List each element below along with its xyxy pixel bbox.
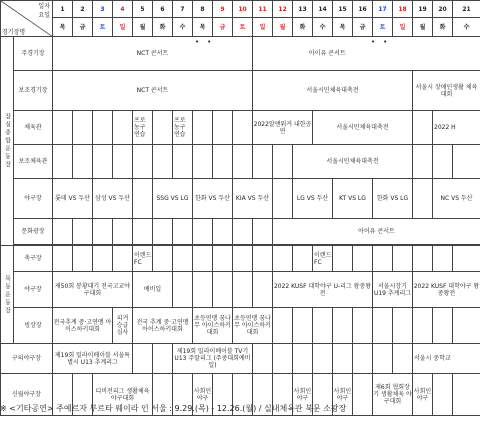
ice-empty-12 — [273, 308, 293, 344]
corner-venue-label: 경기장명 — [2, 29, 26, 36]
ice-empty-14 — [313, 308, 333, 344]
auxgym-empty-10 — [233, 145, 253, 179]
group-jamsil: 잠실종합운동장 — [1, 37, 14, 246]
weekday-17: 토 — [373, 18, 393, 37]
bb-empty-5 — [133, 179, 153, 219]
mkbb-empty-8 — [193, 272, 213, 308]
weekday-12: 월 — [273, 18, 293, 37]
weekday-7: 수 — [173, 18, 193, 37]
soc-empty-18 — [393, 246, 413, 272]
event-main-nct-dots: •• — [195, 38, 220, 46]
event-bb-9: NC VS 두산 — [433, 179, 480, 219]
weekday-15: 목 — [333, 18, 353, 37]
bb-empty-12 — [273, 179, 293, 219]
cul-empty-11 — [253, 219, 273, 245]
auxgym-empty-21 — [453, 145, 480, 179]
row-mk-baseball — [1, 272, 480, 308]
guui-empty-15 — [333, 344, 353, 374]
event-guui-3: 서울시 중학교 — [413, 344, 480, 374]
soc-empty-17 — [373, 246, 393, 272]
gym-empty-2 — [73, 111, 93, 145]
day-20: 20 — [433, 1, 453, 18]
event-gym-pro2: 프로 농구 연습 — [173, 111, 193, 145]
row-ice-rink — [1, 308, 480, 344]
event-bb-3: SSG VS LG — [153, 179, 193, 219]
weekday-11: 일 — [253, 18, 273, 37]
event-bb-1: 롯데 VS 두산 — [53, 179, 93, 219]
weekday-2: 금 — [73, 18, 93, 37]
row-soccer — [1, 246, 480, 272]
group-mokdong: 목동운동장 — [1, 246, 14, 344]
auxgym-empty-8 — [193, 145, 213, 179]
guui-empty-18 — [393, 344, 413, 374]
guui-empty-5 — [133, 344, 153, 374]
gym-empty-6 — [153, 111, 173, 145]
weekday-19: 월 — [413, 18, 433, 37]
event-bb-7: KT VS LG — [333, 179, 373, 219]
event-aux-nct: NCT 콘서트 — [53, 71, 253, 111]
row-guui — [1, 344, 480, 374]
weekday-6: 화 — [153, 18, 173, 37]
guui-empty-13 — [293, 344, 313, 374]
event-main-nct-label: NCT 콘서트 — [136, 50, 169, 57]
venue-aux-stadium: 보조경기장 — [14, 71, 53, 111]
header-day-row — [1, 1, 480, 18]
weekday-13: 화 — [293, 18, 313, 37]
event-gym-pro1: 프로 농구 연습 — [133, 111, 153, 145]
event-ice-3: 전국 추계 중·고연맹 아이스하키대회 — [133, 308, 193, 344]
day-19: 19 — [413, 1, 433, 18]
soc-empty-11 — [253, 246, 273, 272]
venue-guui: 구의야구장 — [1, 344, 53, 374]
ice-empty-19 — [413, 308, 433, 344]
auxgym-empty-11 — [253, 145, 273, 179]
header-weekday-row — [1, 18, 480, 37]
corner-date-label: 일자 — [38, 3, 50, 10]
cul-empty-2 — [73, 219, 93, 245]
mkbb-empty-7 — [173, 272, 193, 308]
weekday-5: 월 — [133, 18, 153, 37]
weekday-18: 일 — [393, 18, 413, 37]
day-9: 9 — [213, 1, 233, 18]
guui-empty-14 — [313, 344, 333, 374]
day-2: 2 — [73, 1, 93, 18]
soc-empty-8 — [193, 246, 213, 272]
ice-empty-20 — [433, 308, 453, 344]
ice-empty-21 — [453, 308, 480, 344]
guui-empty-11 — [253, 344, 273, 374]
event-soccer-fc1: 이랜드 FC — [133, 246, 153, 272]
soc-empty-16 — [353, 246, 373, 272]
event-soccer-fc2: 이랜드 FC — [313, 246, 333, 272]
event-sinwol-3: 사회인 야구 — [293, 374, 313, 416]
mkbb-empty-10 — [233, 272, 253, 308]
weekday-16: 금 — [353, 18, 373, 37]
day-3: 3 — [93, 1, 113, 18]
auxgym-empty-6 — [153, 145, 173, 179]
soc-empty-10 — [233, 246, 253, 272]
venue-baseball: 야구장 — [14, 179, 53, 219]
event-bb-6: LG VS 두산 — [293, 179, 333, 219]
gym-empty-8 — [193, 111, 213, 145]
cul-empty-7 — [173, 219, 193, 245]
soc-empty-4 — [113, 246, 133, 272]
day-12: 12 — [273, 1, 293, 18]
weekday-4: 일 — [113, 18, 133, 37]
guui-empty-17 — [373, 344, 393, 374]
event-ice-1: 전국추계 중·고연맹 아이스하키대회 — [53, 308, 113, 344]
event-mkbb-4: 서울시장기 U19 추계리그 — [373, 272, 413, 308]
day-17: 17 — [373, 1, 393, 18]
auxgym-empty-20 — [433, 145, 453, 179]
soc-empty-21 — [453, 246, 480, 272]
row-aux-gym — [1, 145, 480, 179]
event-ice-4: 초등연맹 꿈나무 아이스하키대회 — [193, 308, 233, 344]
event-sinwol-5: 제6회 협회장기 생활체육 야구대회 — [373, 374, 413, 416]
row-baseball — [1, 179, 480, 219]
auxgym-empty-2 — [73, 145, 93, 179]
soc-empty-7 — [173, 246, 193, 272]
soc-empty-9 — [213, 246, 233, 272]
bb-empty-19 — [413, 179, 433, 219]
event-bb-5: KIA VS 두산 — [233, 179, 273, 219]
event-sinwol-1: 디비전리그 생활체육 야구대회 — [93, 374, 153, 416]
event-mkbb-1: 제50회 봉황대기 전국고교야구대회 — [53, 272, 133, 308]
soc-empty-6 — [153, 246, 173, 272]
cul-empty-8 — [193, 219, 213, 245]
event-culture-iu: 아이유 콘서트 — [273, 219, 480, 245]
event-sinwol-4: 사회인 야구 — [333, 374, 353, 416]
soc-empty-2 — [73, 246, 93, 272]
weekday-10: 토 — [233, 18, 253, 37]
day-6: 6 — [153, 1, 173, 18]
day-1: 1 — [53, 1, 73, 18]
soc-empty-13 — [293, 246, 313, 272]
day-4: 4 — [113, 1, 133, 18]
soc-empty-3 — [93, 246, 113, 272]
auxgym-empty-3 — [93, 145, 113, 179]
gym-empty-1 — [53, 111, 73, 145]
guui-empty-16 — [353, 344, 373, 374]
venue-sinwol: 신월야구장 — [1, 374, 53, 416]
weekday-3: 토 — [93, 18, 113, 37]
cul-empty-9 — [213, 219, 233, 245]
event-gym-2022b: 2022 H — [433, 111, 480, 145]
cul-empty-4 — [113, 219, 133, 245]
event-mkbb-5: 2022 KUSF 대학야구 왕중왕전 — [413, 272, 480, 308]
cul-empty-5 — [133, 219, 153, 245]
day-18: 18 — [393, 1, 413, 18]
soc-empty-20 — [433, 246, 453, 272]
ice-empty-16 — [353, 308, 373, 344]
event-auxgym-seoul: 서울시민체육대축전 — [293, 145, 413, 179]
event-aux-disabled: 서울시 장애인생활 체육대회 — [413, 71, 480, 111]
weekday-9: 금 — [213, 18, 233, 37]
venue-ice-rink: 빙상장 — [14, 308, 53, 344]
day-7: 7 — [173, 1, 193, 18]
ice-empty-15 — [333, 308, 353, 344]
guui-empty-6 — [153, 344, 173, 374]
auxgym-empty-4 — [113, 145, 133, 179]
event-mkbb-2: 예비일 — [133, 272, 173, 308]
event-gym-seoul: 서울시민체육대축전 — [313, 111, 413, 145]
event-guui-2: 제19회 밀라이베이블 TV기 U13 주말리그 (주중대회예비일) — [173, 344, 253, 374]
row-main-stadium — [1, 37, 480, 71]
corner-weekday-label: 요일 — [38, 12, 50, 19]
event-ice-2: 피겨 승급 심사 — [113, 308, 133, 344]
weekday-14: 수 — [313, 18, 333, 37]
row-aux-stadium — [1, 71, 480, 111]
venue-mk-baseball: 야구장 — [14, 272, 53, 308]
gym-empty-10 — [233, 111, 253, 145]
event-main-iu-label: 아이유 콘서트 — [309, 50, 346, 57]
mkbb-empty-9 — [213, 272, 233, 308]
gym-empty-3 — [93, 111, 113, 145]
ice-empty-17 — [373, 308, 393, 344]
gym-empty-19 — [413, 111, 433, 145]
venue-aux-gym: 보조체육관 — [14, 145, 53, 179]
venue-culture-square: 문화광장 — [14, 219, 53, 245]
row-culture-square — [1, 219, 480, 245]
event-main-iu — [253, 37, 480, 71]
venue-soccer: 축구장 — [14, 246, 53, 272]
day-8: 8 — [193, 1, 213, 18]
cul-empty-10 — [233, 219, 253, 245]
day-15: 15 — [333, 1, 353, 18]
event-sinwol-6: 사회인 야구 — [413, 374, 433, 416]
cul-empty-3 — [93, 219, 113, 245]
cul-empty-6 — [153, 219, 173, 245]
day-10: 10 — [233, 1, 253, 18]
weekday-1: 목 — [53, 18, 73, 37]
event-guui-1: 제19회 밀라이베이블 서울특별시 U13 추계리그 — [53, 344, 133, 374]
ice-empty-18 — [393, 308, 413, 344]
day-11: 11 — [253, 1, 273, 18]
auxgym-empty-9 — [213, 145, 233, 179]
day-14: 14 — [313, 1, 333, 18]
weekday-21: 수 — [453, 18, 480, 37]
footnote: ※ <기타공연> 주예르자 부르타 웨이라 인 서울 : 9.29.(목) - 12.26.(월) / 실내체육관 북문 소광장 — [0, 404, 347, 413]
event-bb-8: 한화 VS LG — [373, 179, 413, 219]
event-bb-4: 한화 VS 두산 — [193, 179, 233, 219]
weekday-8: 목 — [193, 18, 213, 37]
event-ice-5: 초등연맹 꿈나무 아이스하키대회 — [233, 308, 273, 344]
row-gym — [1, 111, 480, 145]
venue-main-stadium: 주경기장 — [14, 37, 53, 71]
auxgym-empty-12 — [273, 145, 293, 179]
soc-empty-1 — [53, 246, 73, 272]
soc-empty-19 — [413, 246, 433, 272]
gym-empty-4 — [113, 111, 133, 145]
auxgym-empty-5 — [133, 145, 153, 179]
event-sinwol-2: 사회인 야구 — [193, 374, 213, 416]
auxgym-empty-1 — [53, 145, 73, 179]
header-corner — [1, 1, 53, 37]
event-main-iu-dots: •• — [371, 38, 396, 46]
mkbb-empty-11 — [253, 272, 273, 308]
event-bb-2: 삼성 VS 두산 — [93, 179, 133, 219]
event-gym-2022: 2022알앤워커 내한공연 — [253, 111, 313, 145]
auxgym-empty-19 — [413, 145, 433, 179]
event-mkbb-3: 2022 KUSF 대학야구 U-리그 왕중왕전 — [273, 272, 373, 308]
day-16: 16 — [353, 1, 373, 18]
cul-empty-1 — [53, 219, 73, 245]
event-aux-seoul: 서울시민체육대축전 — [253, 71, 413, 111]
event-main-nct — [53, 37, 253, 71]
soc-empty-15 — [333, 246, 353, 272]
day-21: 21 — [453, 1, 480, 18]
venue-gym: 체육관 — [14, 111, 53, 145]
ice-empty-13 — [293, 308, 313, 344]
guui-empty-12 — [273, 344, 293, 374]
day-5: 5 — [133, 1, 153, 18]
auxgym-empty-7 — [173, 145, 193, 179]
gym-empty-9 — [213, 111, 233, 145]
soc-empty-12 — [273, 246, 293, 272]
day-13: 13 — [293, 1, 313, 18]
weekday-20: 화 — [433, 18, 453, 37]
